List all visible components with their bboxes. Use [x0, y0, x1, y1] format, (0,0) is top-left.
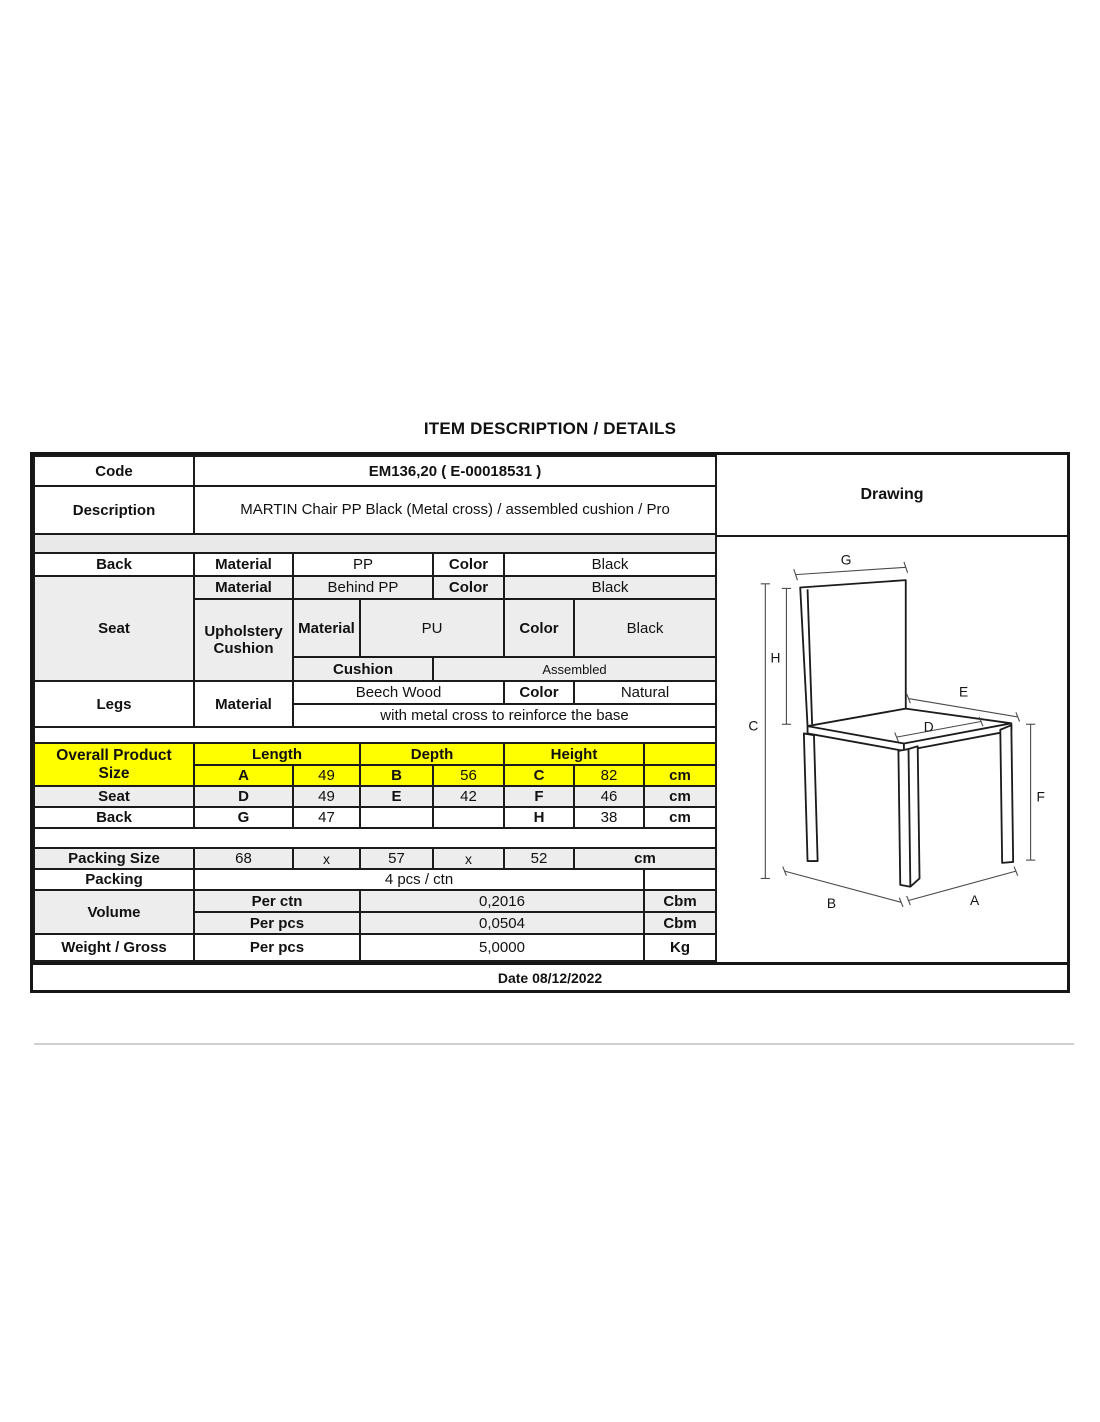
packing-value: 4 pcs / ctn: [194, 869, 644, 890]
dim-key-d: D: [194, 786, 293, 807]
page-title: ITEM DESCRIPTION / DETAILS: [423, 419, 677, 438]
dim-label-b: B: [826, 895, 837, 911]
spacer-row: [34, 534, 716, 553]
volume-per-ctn-label: Per ctn: [194, 890, 360, 912]
dim-label-a: A: [970, 893, 980, 909]
spacer-cell: [34, 828, 716, 848]
weight-per-label: Per pcs: [194, 934, 360, 961]
back-size-label: Back: [34, 807, 194, 828]
back-row: [34, 553, 716, 576]
size-header-row: [34, 743, 716, 765]
legs-label: Legs: [34, 681, 194, 727]
length-header: Length: [194, 743, 360, 765]
weight-unit: Kg: [644, 934, 716, 961]
packing-dim-3: 52: [504, 848, 574, 869]
date-value: Date 08/12/2022: [497, 969, 603, 986]
packing-row: [34, 869, 716, 890]
chair-outline: [800, 580, 1013, 887]
packing-empty-cell: [644, 869, 716, 890]
back-color-label: Color: [433, 553, 504, 576]
drawing-header: Drawing: [717, 455, 1067, 537]
spacer-cell: [34, 727, 716, 743]
seat-material-value: Behind PP: [293, 576, 433, 599]
dim-label-d: D: [923, 719, 934, 735]
upholstery-cushion-label: Upholstery Cushion: [194, 599, 293, 681]
overall-label-line1: Overall Product: [56, 746, 172, 764]
code-label: Code: [34, 456, 194, 486]
legs-color-label: Color: [504, 681, 574, 704]
dim-label-c: C: [748, 718, 759, 734]
cushion-label: Cushion: [293, 657, 433, 681]
description-label: Description: [34, 486, 194, 534]
description-row: [34, 486, 716, 534]
volume-per-ctn-value: 0,2016: [360, 890, 644, 912]
back-label: Back: [34, 553, 194, 576]
code-value: EM136,20 ( E-00018531 ): [194, 456, 716, 486]
back-material-value: PP: [293, 553, 433, 576]
depth-header: Depth: [360, 743, 504, 765]
dim-val-e: 42: [433, 786, 504, 807]
seat-color-value: Black: [504, 576, 716, 599]
packing-size-row: [34, 848, 716, 869]
dim-val-d: 49: [293, 786, 360, 807]
back-size-empty-1: [360, 807, 433, 828]
back-size-unit: cm: [644, 807, 716, 828]
spacer-row: [34, 828, 716, 848]
overall-unit: cm: [644, 765, 716, 786]
cushion-material-label: Material: [293, 599, 360, 657]
weight-row: [34, 934, 716, 961]
volume-per-pcs-value: 0,0504: [360, 912, 644, 934]
legs-color-value: Natural: [574, 681, 716, 704]
description-text: MARTIN Chair PP Black (Metal cross) / assembled cushion / Pro: [240, 500, 670, 518]
overall-product-size-label: [34, 743, 194, 786]
dim-val-f: 46: [574, 786, 644, 807]
volume-per-ctn-row: [34, 890, 716, 912]
dim-label-f: F: [1036, 789, 1045, 805]
cushion-color-label: Color: [504, 599, 574, 657]
dim-key-h: H: [504, 807, 574, 828]
packing-size-label: Packing Size: [34, 848, 194, 869]
packing-dim-1: 68: [194, 848, 293, 869]
dim-key-f: F: [504, 786, 574, 807]
drawing-column: [717, 455, 1067, 962]
overall-label-line2: Size: [98, 764, 130, 782]
scan-shadow-line: [34, 1043, 1074, 1045]
volume-per-ctn-unit: Cbm: [644, 890, 716, 912]
packing-size-unit: cm: [574, 848, 716, 869]
cushion-material-value: PU: [360, 599, 504, 657]
dim-val-g: 47: [293, 807, 360, 828]
back-size-empty-2: [433, 807, 504, 828]
weight-value: 5,0000: [360, 934, 644, 961]
spacer-row: [34, 727, 716, 743]
legs-material-value: Beech Wood: [293, 681, 504, 704]
weight-label: Weight / Gross: [34, 934, 194, 961]
seat-size-row: [34, 786, 716, 807]
description-value: [194, 486, 716, 534]
dim-val-a: 49: [293, 765, 360, 786]
volume-per-pcs-unit: Cbm: [644, 912, 716, 934]
chair-drawing: [717, 537, 1067, 962]
seat-color-label: Color: [433, 576, 504, 599]
seat-size-unit: cm: [644, 786, 716, 807]
dim-val-h: 38: [574, 807, 644, 828]
dim-key-a: A: [194, 765, 293, 786]
packing-label: Packing: [34, 869, 194, 890]
dim-key-c: C: [504, 765, 574, 786]
seat-label: Seat: [34, 576, 194, 681]
legs-material-label: Material: [194, 681, 293, 727]
spec-table: [33, 455, 717, 962]
code-row: [34, 456, 716, 486]
back-color-value: Black: [504, 553, 716, 576]
dim-label-e: E: [959, 684, 969, 700]
size-header-empty-cell: [644, 743, 716, 765]
back-size-row: [34, 807, 716, 828]
seat-material-row: [34, 576, 716, 599]
cushion-color-value: Black: [574, 599, 716, 657]
dim-key-b: B: [360, 765, 433, 786]
spec-table-frame: [30, 452, 1070, 993]
dim-val-c: 82: [574, 765, 644, 786]
spacer-cell: [34, 534, 716, 553]
legs-row: [34, 681, 716, 704]
height-header: Height: [504, 743, 644, 765]
dim-label-h: H: [770, 650, 781, 666]
dim-key-g: G: [194, 807, 293, 828]
packing-sep-1: x: [293, 848, 360, 869]
packing-sep-2: x: [433, 848, 504, 869]
dim-val-b: 56: [433, 765, 504, 786]
dim-key-e: E: [360, 786, 433, 807]
dim-label-g: G: [840, 552, 852, 568]
cushion-value: Assembled: [433, 657, 716, 681]
date-row: [33, 962, 1067, 990]
legs-note: with metal cross to reinforce the base: [293, 704, 716, 727]
volume-per-pcs-label: Per pcs: [194, 912, 360, 934]
back-material-label: Material: [194, 553, 293, 576]
seat-material-label: Material: [194, 576, 293, 599]
seat-size-label: Seat: [34, 786, 194, 807]
chair-drawing-svg: [717, 537, 1067, 962]
packing-dim-2: 57: [360, 848, 433, 869]
volume-label: Volume: [34, 890, 194, 934]
